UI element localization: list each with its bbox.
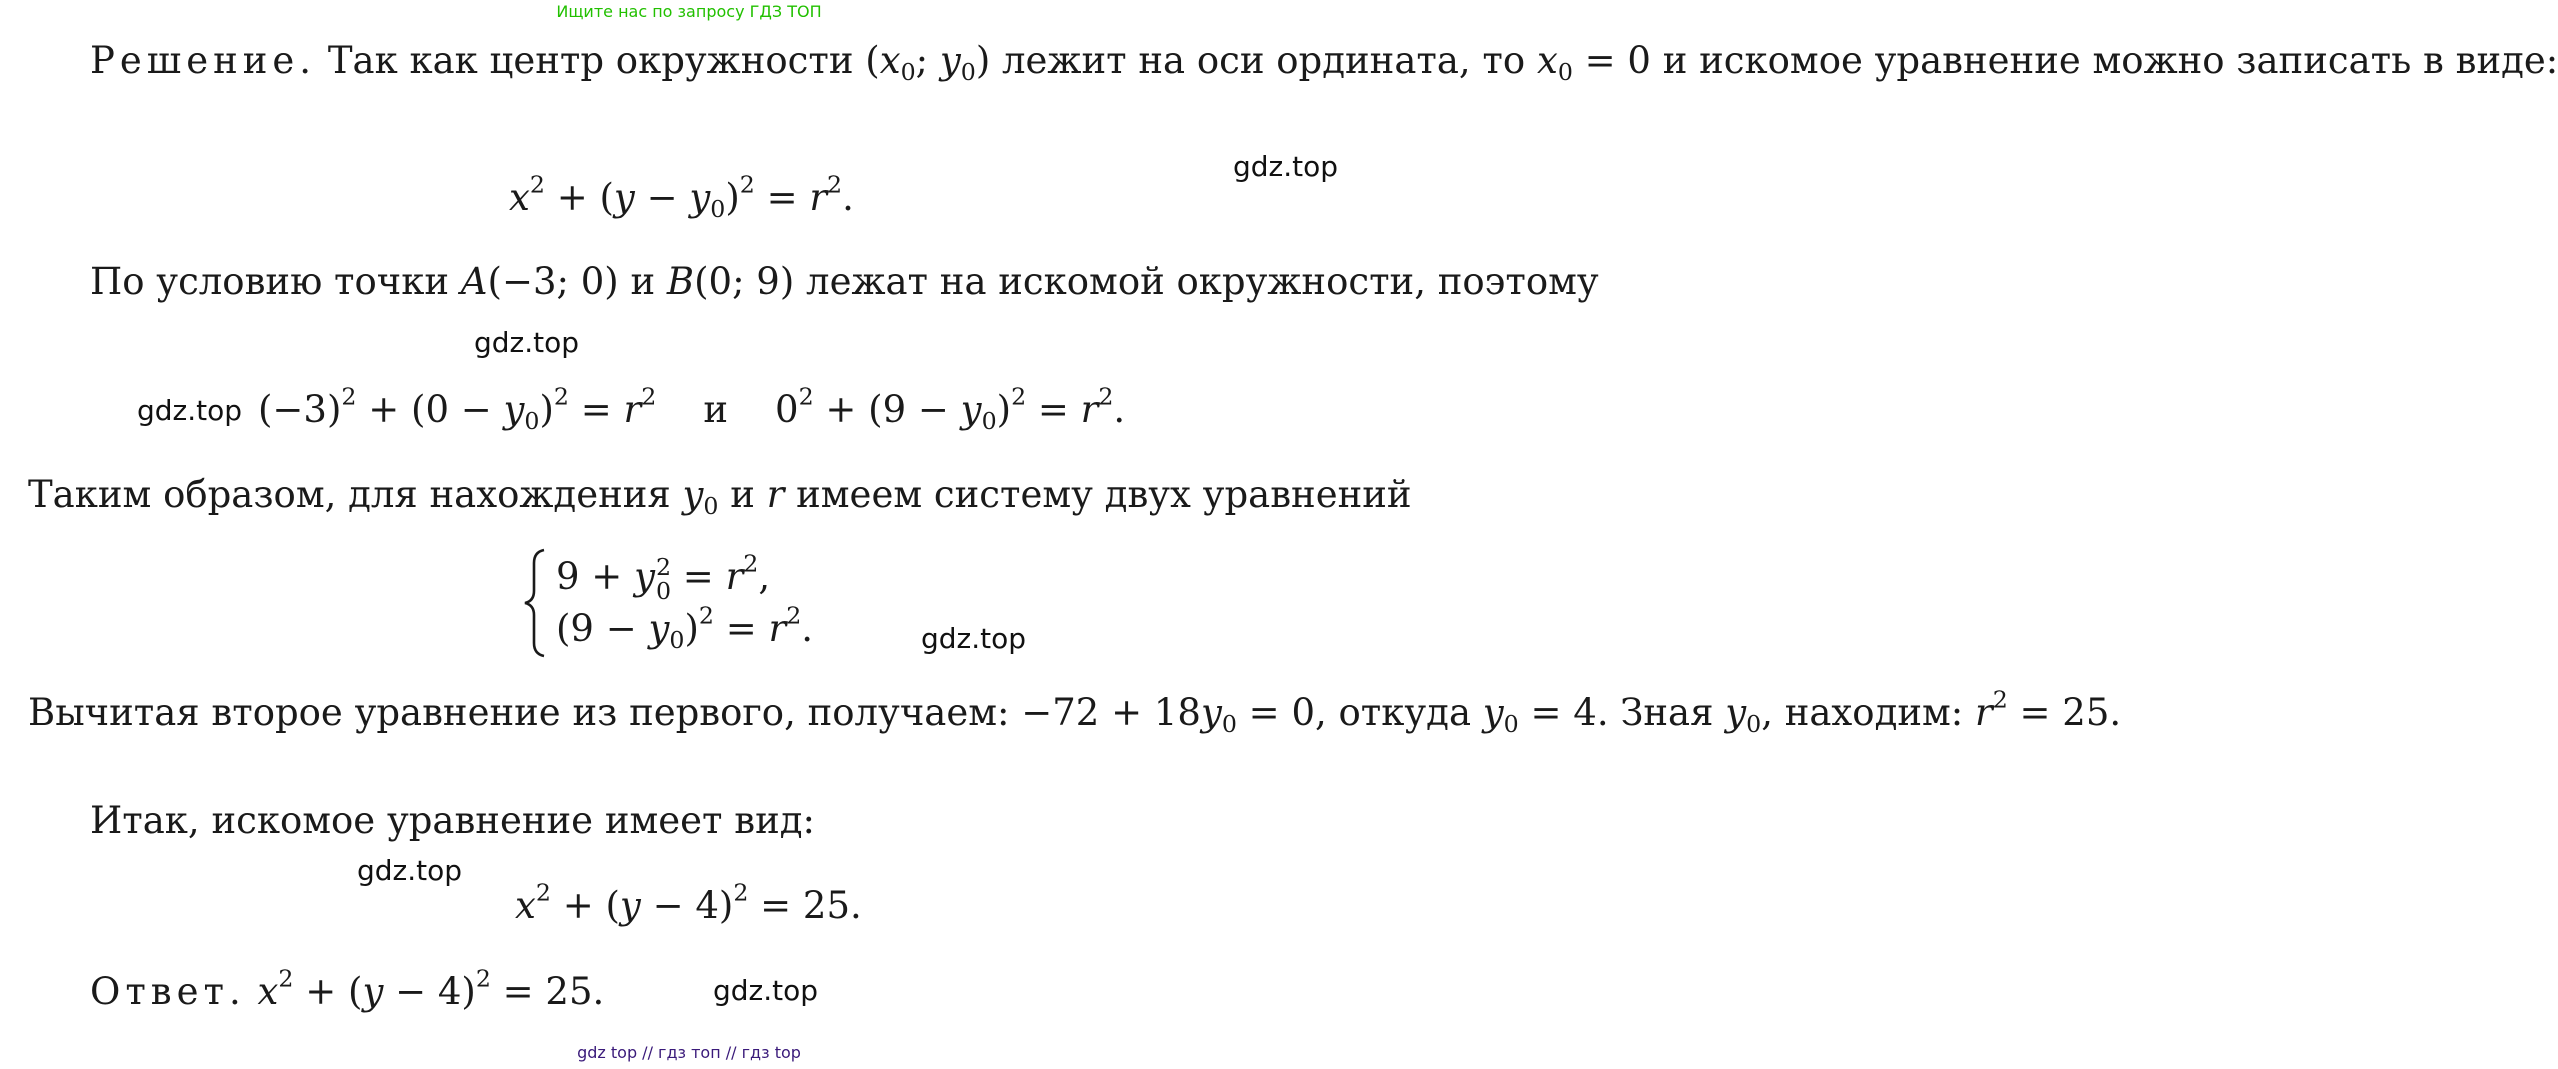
paragraph-solution: Решение. Так как центр окружности ($x_0$; $y_0$) лежит на оси ордината, то $x_0 = 0$ и искомое уравнение можно записать в виде: xyxy=(90,39,2558,87)
watermark: gdz.top xyxy=(1233,150,1339,183)
system-line-2: $(9 - y_0)^2 = r^2$. xyxy=(556,600,814,654)
conjunction-and: и xyxy=(703,388,728,431)
math-y0: $y_0$ xyxy=(1725,691,1762,739)
watermark: gdz.top xyxy=(713,974,819,1007)
paragraph-subtract: Вычитая второе уравнение из первого, получаем: $-72 + 18y_0 = 0$, откуда $y_0 = 4$. Зная $y_0$, находим: $r^2 = 25$. xyxy=(28,685,2122,739)
math-r-value: $r^2 = 25$. xyxy=(1975,685,2122,734)
math-r: r xyxy=(766,473,785,516)
math-difference: $-72 + 18y_0 = 0$ xyxy=(1021,691,1315,739)
math-x0: $x_0 = 0$ xyxy=(1536,39,1651,87)
equation-system xyxy=(522,547,813,659)
solution-label: Решение. xyxy=(90,39,317,82)
footer-links[interactable]: gdz top // гдз топ // гдз top xyxy=(577,1043,801,1062)
left-brace-icon xyxy=(522,547,548,659)
answer-equation: $x^2 + (y - 4)^2 = 25$. xyxy=(257,964,605,1013)
math-y0: $y_0$ xyxy=(682,473,719,521)
watermark: gdz.top xyxy=(474,326,580,359)
equation-result: $x^2 + (y - 4)^2 = 25$. xyxy=(515,878,862,927)
math-point-b: B(0; 9) xyxy=(666,260,795,303)
paragraph-system-intro: Таким образом, для нахождения $y_0$ и r имеем систему двух уравнений xyxy=(28,473,1412,521)
equation-general: $x^2 + (y - y_0)^2 = r^2$. xyxy=(509,170,854,224)
paragraph-condition: По условию точки A(−3; 0) и B(0; 9) лежат на искомой окружности, поэтому xyxy=(90,260,1599,303)
promo-banner[interactable]: Ищите нас по запросу ГДЗ ТОП xyxy=(556,2,822,21)
answer-label: Ответ. xyxy=(90,970,246,1013)
system-line-1: 9 + y 2 0 = $r^2$, xyxy=(556,549,771,605)
paragraph-result-intro: Итак, искомое уравнение имеет вид: xyxy=(90,799,816,842)
math-point-a: A(−3; 0) xyxy=(460,260,619,303)
math-y0-value: $y_0 = 4$ xyxy=(1482,691,1597,739)
equation-points: $(-3)^2 + (0 - y_0)^2 = r^2$ и $0^2 + (9 - y_0)^2 = r^2$. xyxy=(258,382,1126,436)
watermark: gdz.top xyxy=(921,622,1027,655)
watermark: gdz.top xyxy=(137,394,243,427)
answer xyxy=(90,964,605,1013)
math-center: ($x_0$; $y_0$) xyxy=(865,39,991,87)
watermark: gdz.top xyxy=(357,854,463,887)
